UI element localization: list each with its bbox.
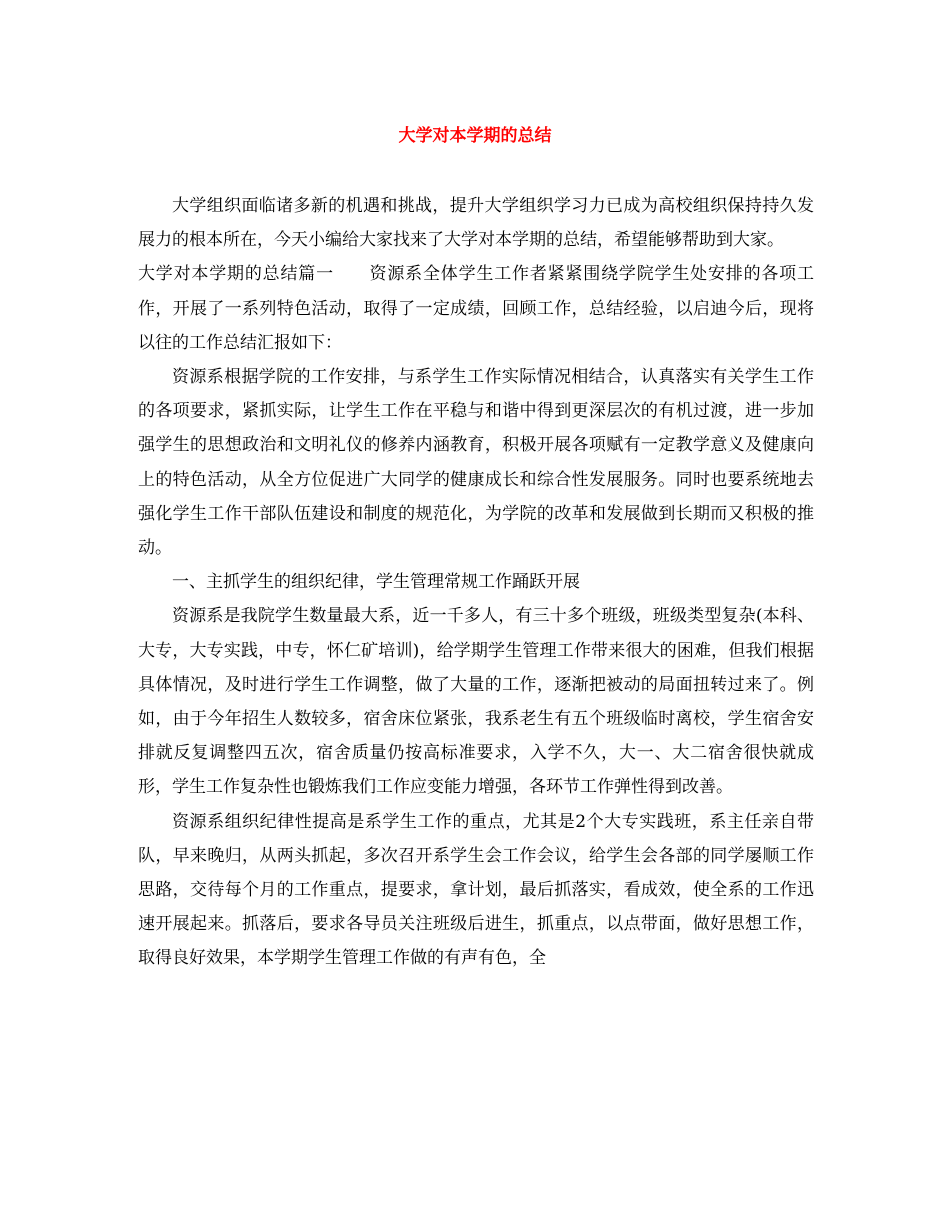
paragraph-work-arrangement: 资源系根据学院的工作安排，与系学生工作实际情况相结合，认真落实有关学生工作的各项要求，紧抓实际，让学生工作在平稳与和谐中得到更深层次的有机过渡，进一步加强学生的思想政治和文明礼仪的修养内涵教育，积极开展各项赋有一定教学意义及健康向上的特色活动，从全方位促进广大同学的健康成长和综合性发展服务。同时也要系统地去强化学生工作干部队伍建设和制度的规范化，为学院的改革和发展做到长期而又积极的推动。 (138, 367, 814, 559)
paragraph-discipline-focus: 资源系组织纪律性提高是系学生工作的重点，尤其是2个大专实践班，系主任亲自带队，早来晚归，从两头抓起，多次召开系学生会工作会议，给学生会各部的同学屡顺工作思路，交待每个月的工作重点，提要求，拿计划，最后抓落实，看成效，使全系的工作迅速开展起来。抓落后，要求各导员关注班级后进生，抓重点，以点带面，做好思想工作，取得良好效果，本学期学生管理工作做的有声有色，全 (138, 811, 814, 969)
document-body (138, 189, 814, 976)
paragraph-section-one-heading: 大学对本学期的总结篇一 资源系全体学生工作者紧紧围绕学院学生处安排的各项工作，开展了一系列特色活动，取得了一定成绩，回顾工作，总结经验，以启迪今后，现将以往的工作总结汇报如下： (138, 264, 814, 353)
paragraph-subheading-discipline: 一、主抓学生的组织纪律，学生管理常规工作踊跃开展 (172, 572, 580, 593)
paragraph-intro: 大学组织面临诸多新的机遇和挑战，提升大学组织学习力已成为高校组织保持持久发展力的根本所在，今天小编给大家找来了大学对本学期的总结，希望能够帮助到大家。 (138, 196, 814, 251)
paragraph-student-numbers: 资源系是我院学生数量最大系，近一千多人，有三十多个班级，班级类型复杂(本科、大专，大专实践，中专，怀仁矿培训)，给学期学生管理工作带来很大的困难，但我们根据具体情况，及时进行学生工作调整，做了大量的工作，逐渐把被动的局面扭转过来了。例如，由于今年招生人数较多，宿舍床位紧张，我系老生有五个班级临时离校，学生宿舍安排就反复调整四五次，宿舍质量仍按高标准要求，入学不久，大一、大二宿舍很快就成形，学生工作复杂性也锻炼我们工作应变能力增强，各环节工作弹性得到改善。 (138, 606, 814, 798)
document-title: 大学对本学期的总结 (398, 126, 552, 146)
